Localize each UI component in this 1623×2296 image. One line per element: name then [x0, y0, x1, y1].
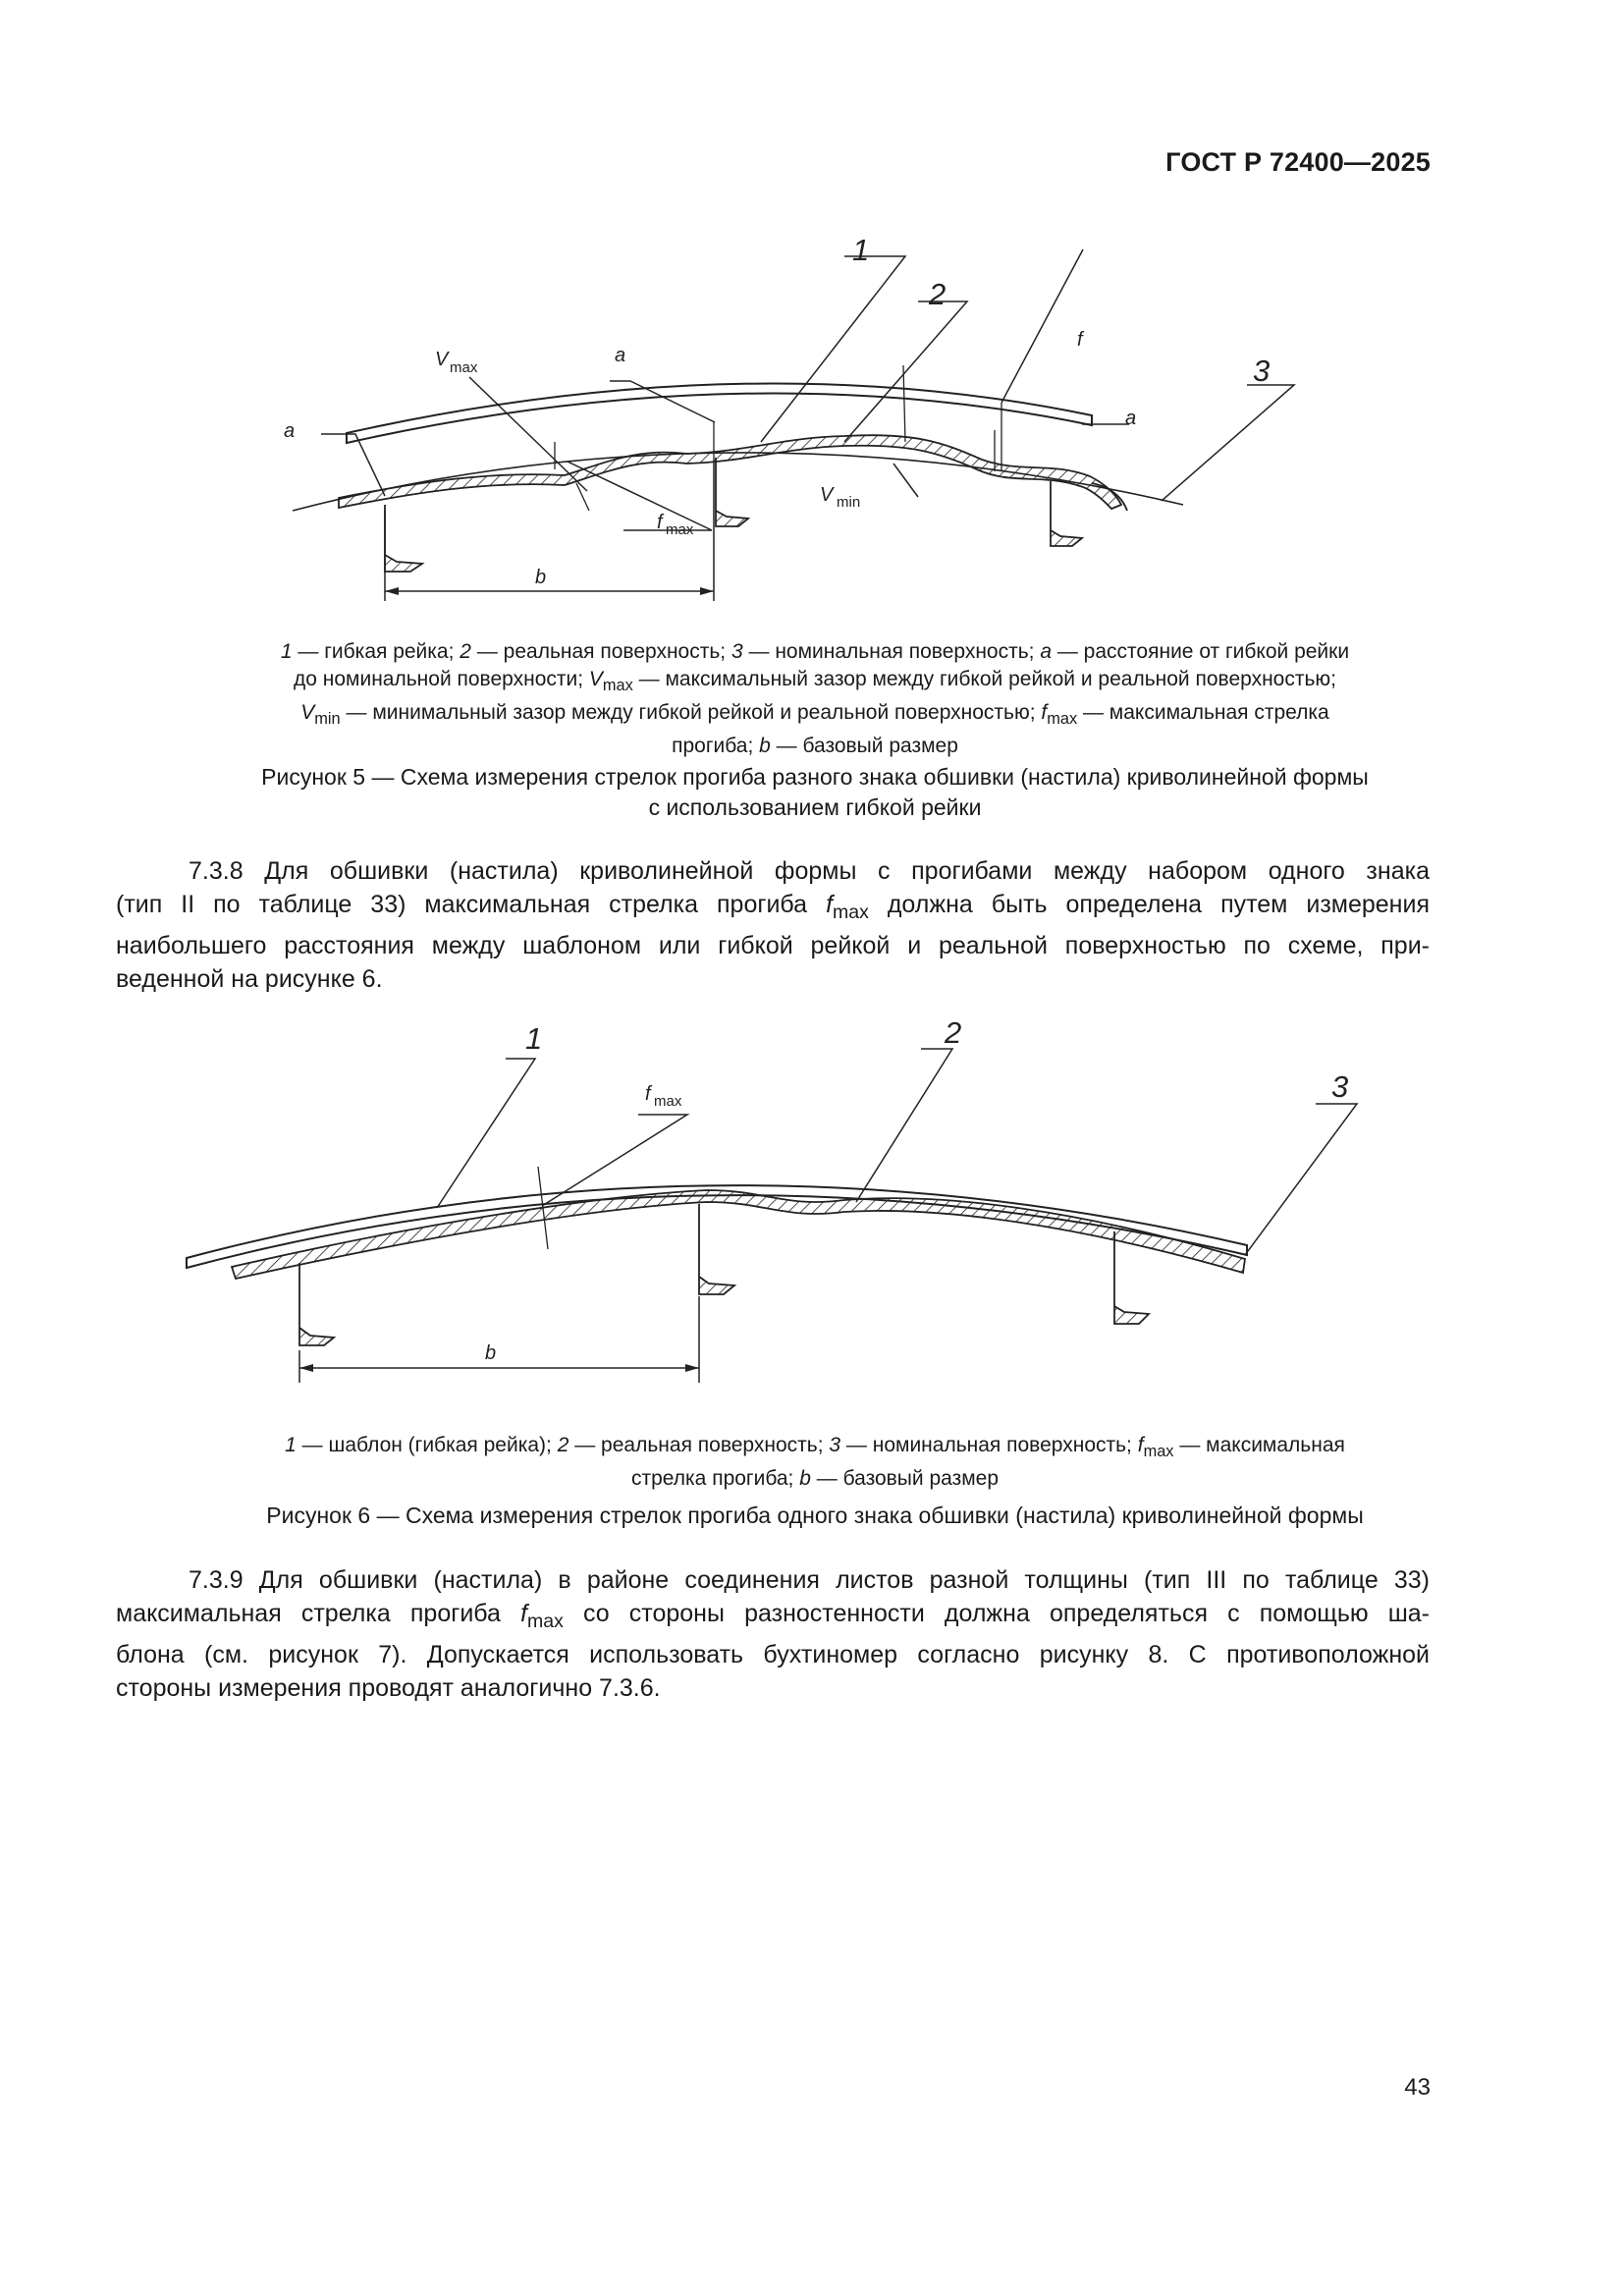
legend-line-segment: a: [1040, 640, 1053, 663]
fig5-label-3: 3: [1253, 354, 1271, 388]
paragraph-line: [116, 1671, 1430, 1705]
legend-line-segment: f: [1137, 1434, 1144, 1456]
legend-line: [157, 1432, 1473, 1465]
legend-line: [157, 666, 1473, 699]
real-surface: [339, 435, 1121, 509]
paragraph-line-segment: стороны измерения проводят аналогично 7.3.6.: [116, 1674, 661, 1702]
figure-5: [0, 226, 1623, 619]
legend-line-segment: прогиба;: [672, 735, 760, 758]
legend-line-segment: до номинальной поверхности;: [293, 668, 589, 690]
figure-5-caption-line-1: Рисунок 5 — Схема измерения стрелок прогиба разного знака обшивки (настила) криволинейной формы: [261, 764, 1369, 790]
paragraph-line-segment: max: [833, 902, 869, 923]
legend-line-segment: — максимальная стрелка: [1077, 701, 1329, 725]
figure-5-drawing: [0, 226, 1623, 619]
legend-line-segment: 3: [829, 1434, 841, 1456]
paragraph-line: [116, 1563, 1430, 1597]
paragraph-line: [116, 929, 1430, 962]
paragraph-line: [116, 888, 1430, 929]
legend-line-segment: — базовый размер: [770, 735, 958, 758]
legend-line-segment: 2: [557, 1434, 569, 1456]
paragraph-line: [116, 854, 1430, 888]
paragraph-line-segment: 7.3.9 Для обшивки (настила) в районе соединения листов разной толщины (тип III по таблице 33): [189, 1566, 1430, 1594]
fig6-label-fmax-sub: max: [654, 1093, 682, 1110]
figure-6-legend: [157, 1432, 1473, 1493]
nominal-surface: [293, 453, 1183, 511]
legend-line-segment: V: [300, 701, 315, 725]
legend-line-segment: f: [1041, 701, 1048, 725]
legend-line-segment: — максимальная: [1173, 1434, 1345, 1456]
paragraph-line-segment: 7.3.8 Для обшивки (настила) криволинейной формы с прогибами между набором одного знака: [189, 857, 1430, 885]
paragraph-line-segment: f: [826, 891, 834, 918]
paragraph-line-segment: f: [520, 1600, 528, 1627]
legend-line-segment: — реальная поверхность;: [568, 1434, 830, 1456]
paragraph-line-segment: max: [527, 1611, 564, 1632]
paragraph-line-segment: блона (см. рисунок 7). Допускается использовать бухтиномер согласно рисунку 8. С противоположной: [116, 1641, 1430, 1668]
legend-line-segment: — базовый размер: [810, 1467, 999, 1491]
fig5-label-a-right: a: [1125, 408, 1137, 429]
legend-line: [157, 733, 1473, 760]
legend-line: [157, 699, 1473, 733]
legend-line-segment: стрелка прогиба;: [631, 1467, 800, 1491]
page-number: 43: [1404, 2074, 1431, 2101]
figure-6: [0, 1002, 1623, 1394]
legend-line-segment: min: [314, 710, 341, 729]
paragraph-line-segment: максимальная стрелка прогиба: [116, 1600, 521, 1627]
fig6-label-b: b: [485, 1342, 497, 1364]
legend-line-segment: 1: [285, 1434, 297, 1456]
paragraph-line-segment: (тип II по таблице 33) максимальная стрелка прогиба: [116, 891, 827, 918]
legend-line-segment: max: [1143, 1443, 1174, 1461]
stiffener-2: [716, 458, 748, 526]
legend-line-segment: — шаблон (гибкая рейка);: [296, 1434, 558, 1456]
fig5-label-1: 1: [852, 233, 870, 267]
stiffener-1: [385, 505, 422, 572]
paragraph-7-3-8: [116, 854, 1430, 996]
legend-line-segment: 1: [280, 640, 293, 663]
stiffener-2: [699, 1204, 734, 1294]
figure-6-caption: [137, 1501, 1492, 1531]
fig5-label-vmax-sub: max: [450, 359, 478, 376]
legend-line-segment: max: [602, 677, 633, 695]
legend-line-segment: — номинальная поверхность;: [742, 640, 1041, 663]
legend-line-segment: max: [1047, 710, 1078, 729]
figure-5-caption: [137, 762, 1492, 823]
paragraph-line-segment: веденной на рисунке 6.: [116, 965, 383, 993]
legend-line-segment: V: [588, 668, 603, 690]
legend-line: [157, 638, 1473, 666]
legend-line-segment: b: [759, 735, 771, 758]
paragraph-line: [116, 962, 1430, 996]
legend-line-segment: — минимальный зазор между гибкой рейкой и реальной поверхностью;: [340, 701, 1042, 725]
fig6-label-3: 3: [1331, 1069, 1349, 1104]
paragraph-line-segment: со стороны разностенности должна определяться с помощью ша-: [563, 1600, 1431, 1627]
legend-line-segment: — расстояние от гибкой рейки: [1052, 640, 1350, 663]
legend-line-segment: — максимальный зазор между гибкой рейкой и реальной поверхностью;: [632, 668, 1337, 690]
legend-line-segment: — реальная поверхность;: [470, 640, 731, 663]
paragraph-line: [116, 1597, 1430, 1638]
legend-line-segment: b: [799, 1467, 811, 1491]
paragraph-line: [116, 1638, 1430, 1671]
stiffener-1: [299, 1263, 334, 1345]
fig5-label-f: f: [1077, 329, 1083, 351]
figure-6-caption-line-1: Рисунок 6 — Схема измерения стрелок прогиба одного знака обшивки (настила) криволинейной формы: [266, 1503, 1364, 1528]
fig5-label-fmax-sub: max: [666, 521, 694, 538]
legend-line-segment: — гибкая рейка;: [292, 640, 460, 663]
legend-line-segment: 2: [460, 640, 471, 663]
fig5-label-2: 2: [929, 277, 947, 311]
paragraph-line-segment: наибольшего расстояния между шаблоном или гибкой рейкой и реальной поверхностью по схеме, при-: [116, 932, 1430, 959]
figure-5-caption-line-2: с использованием гибкой рейки: [648, 794, 982, 820]
fig6-label-2: 2: [945, 1015, 962, 1050]
fig5-label-b: b: [535, 567, 547, 588]
figure-6-drawing: [0, 1002, 1623, 1394]
flexible-rail: [347, 384, 1092, 443]
fig5-label-fmax: f: [657, 512, 663, 533]
fig5-label-a-left: a: [284, 420, 296, 442]
legend-line-segment: 3: [730, 640, 743, 663]
figure-5-legend: [157, 638, 1473, 760]
real-surface: [232, 1190, 1245, 1279]
fig6-label-fmax: f: [645, 1083, 651, 1105]
paragraph-7-3-9: [116, 1563, 1430, 1705]
fig5-label-a-top: a: [615, 345, 626, 366]
paragraph-line-segment: должна быть определена путем измерения: [868, 891, 1430, 918]
document-header: ГОСТ Р 72400—2025: [1165, 147, 1431, 177]
fig5-label-vmin: V: [820, 484, 834, 506]
stiffener-3: [1051, 481, 1082, 546]
fig5-label-vmax: V: [435, 349, 449, 370]
fig5-label-vmin-sub: min: [837, 494, 861, 511]
legend-line-segment: — номинальная поверхность;: [840, 1434, 1138, 1456]
dimension-b: [299, 1296, 699, 1383]
fig6-label-1: 1: [525, 1021, 543, 1056]
legend-line: [157, 1465, 1473, 1493]
